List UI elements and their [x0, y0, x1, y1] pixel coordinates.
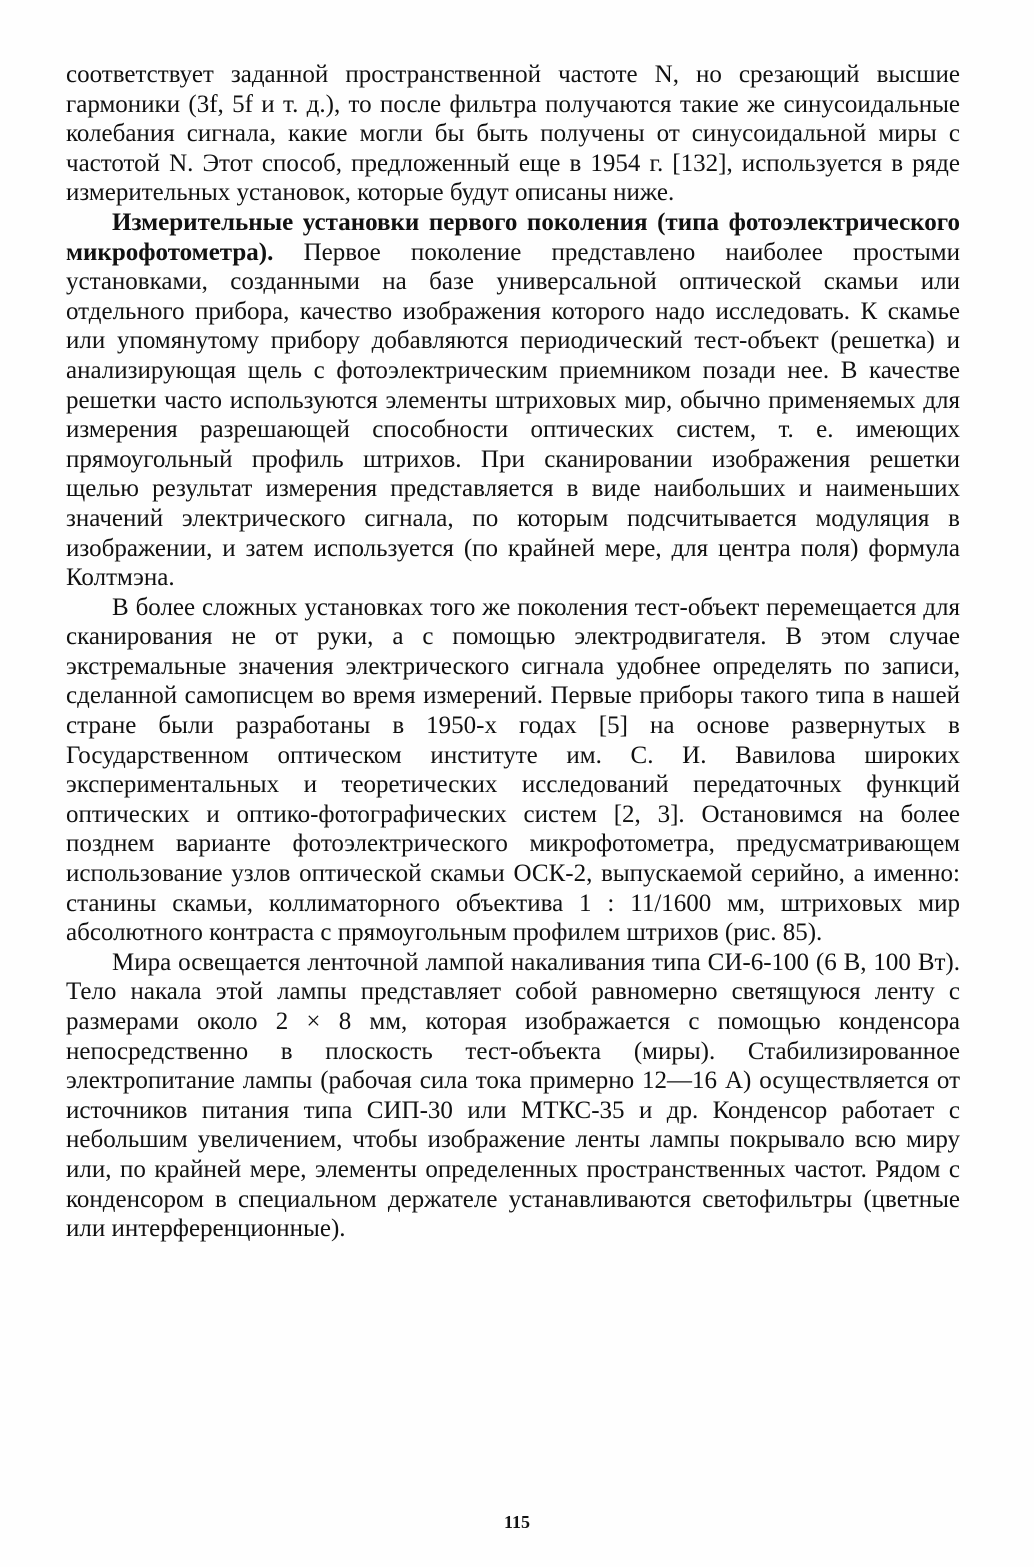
- paragraph-4-text: Мира освещается ленточной лампой накаливания типа СИ-6-100 (6 В, 100 Вт). Тело накала этой лампы представляет собой равномерно светящуюся ленту с размерами около 2 × 8 мм, которая изображается с помощью конденсора непосредственно в плоскость тест-объекта (миры). Стабилизированное электропитание лампы (рабочая сила тока примерно 12—16 А) осуществляется от источников питания типа СИП-30 или МТКС-35 и др. Конденсор работает с небольшим увеличением, чтобы изображение ленты лампы покрывало всю миру или, по крайней мере, элементы определенных пространственных частот. Рядом с конденсором в специальном держателе устанавливаются светофильтры (цветные или интерференционные).: [66, 948, 960, 1243]
- paragraph-4: [66, 948, 960, 1244]
- paragraph-3: [66, 593, 960, 948]
- page-number: 115: [503, 1512, 530, 1532]
- paragraph-2-text: Первое поколение представлено наиболее простыми установками, созданными на базе универсальной оптической скамьи или отдельного прибора, качество изображения которого надо исследовать. К скамье или упомянутому прибору добавляются периодический тест-объект (решетка) и анализирующая щель с фотоэлектрическим приемником позади нее. В качестве решетки часто используются элементы штриховых мир, обычно применяемых для измерения разрешающей способности оптических систем, т. е. имеющих прямоугольный профиль штрихов. При сканировании изображения решетки щелью результат измерения представляется в виде наибольших и наименьших значений электрического сигнала, по которым подсчитывается модуляция в изображении, и затем используется (по крайней мере, для центра поля) формула Колтмэна.: [66, 238, 960, 592]
- paragraph-1-text: соответствует заданной пространственной частоте N, но срезающий высшие гармоники (3f, 5f и т. д.), то после фильтра получаются такие же синусоидальные колебания сигнала, какие могли бы быть получены от синусоидальной миры с частотой N. Этот способ, предложенный еще в 1954 г. [132], используется в ряде измерительных установок, которые будут описаны ниже.: [66, 61, 960, 207]
- paragraph-2: [66, 208, 960, 593]
- paragraph-3-text: В более сложных установках того же поколения тест-объект перемещается для сканирования не от руки, а с помощью электродвигателя. В этом случае экстремальные значения электрического сигнала удобнее определять по записи, сделанной самописцем во время измерений. Первые приборы такого типа в нашей стране были разработаны в 1950-х годах [5] на основе развернутых в Государственном оптическом институте им. С. И. Вавилова широких экспериментальных и теоретических исследований передаточных функций оптических и оптико-фотографических систем [2, 3]. Остановимся на более позднем варианте фотоэлектрического микрофотометра, предусматривающем использование узлов оптической скамьи ОСК-2, выпускаемой серийно, а именно: станины скамьи, коллиматорного объектива 1 : 11/1600 мм, штриховых мир абсолютного контраста с прямоугольным профилем штрихов (рис. 85).: [66, 593, 960, 947]
- paragraph-1: [66, 60, 960, 208]
- body-text: [66, 60, 960, 1244]
- section-heading-run-in: Измерительные установки первого поколения (типа фотоэлектрического микрофотометра).: [66, 208, 960, 266]
